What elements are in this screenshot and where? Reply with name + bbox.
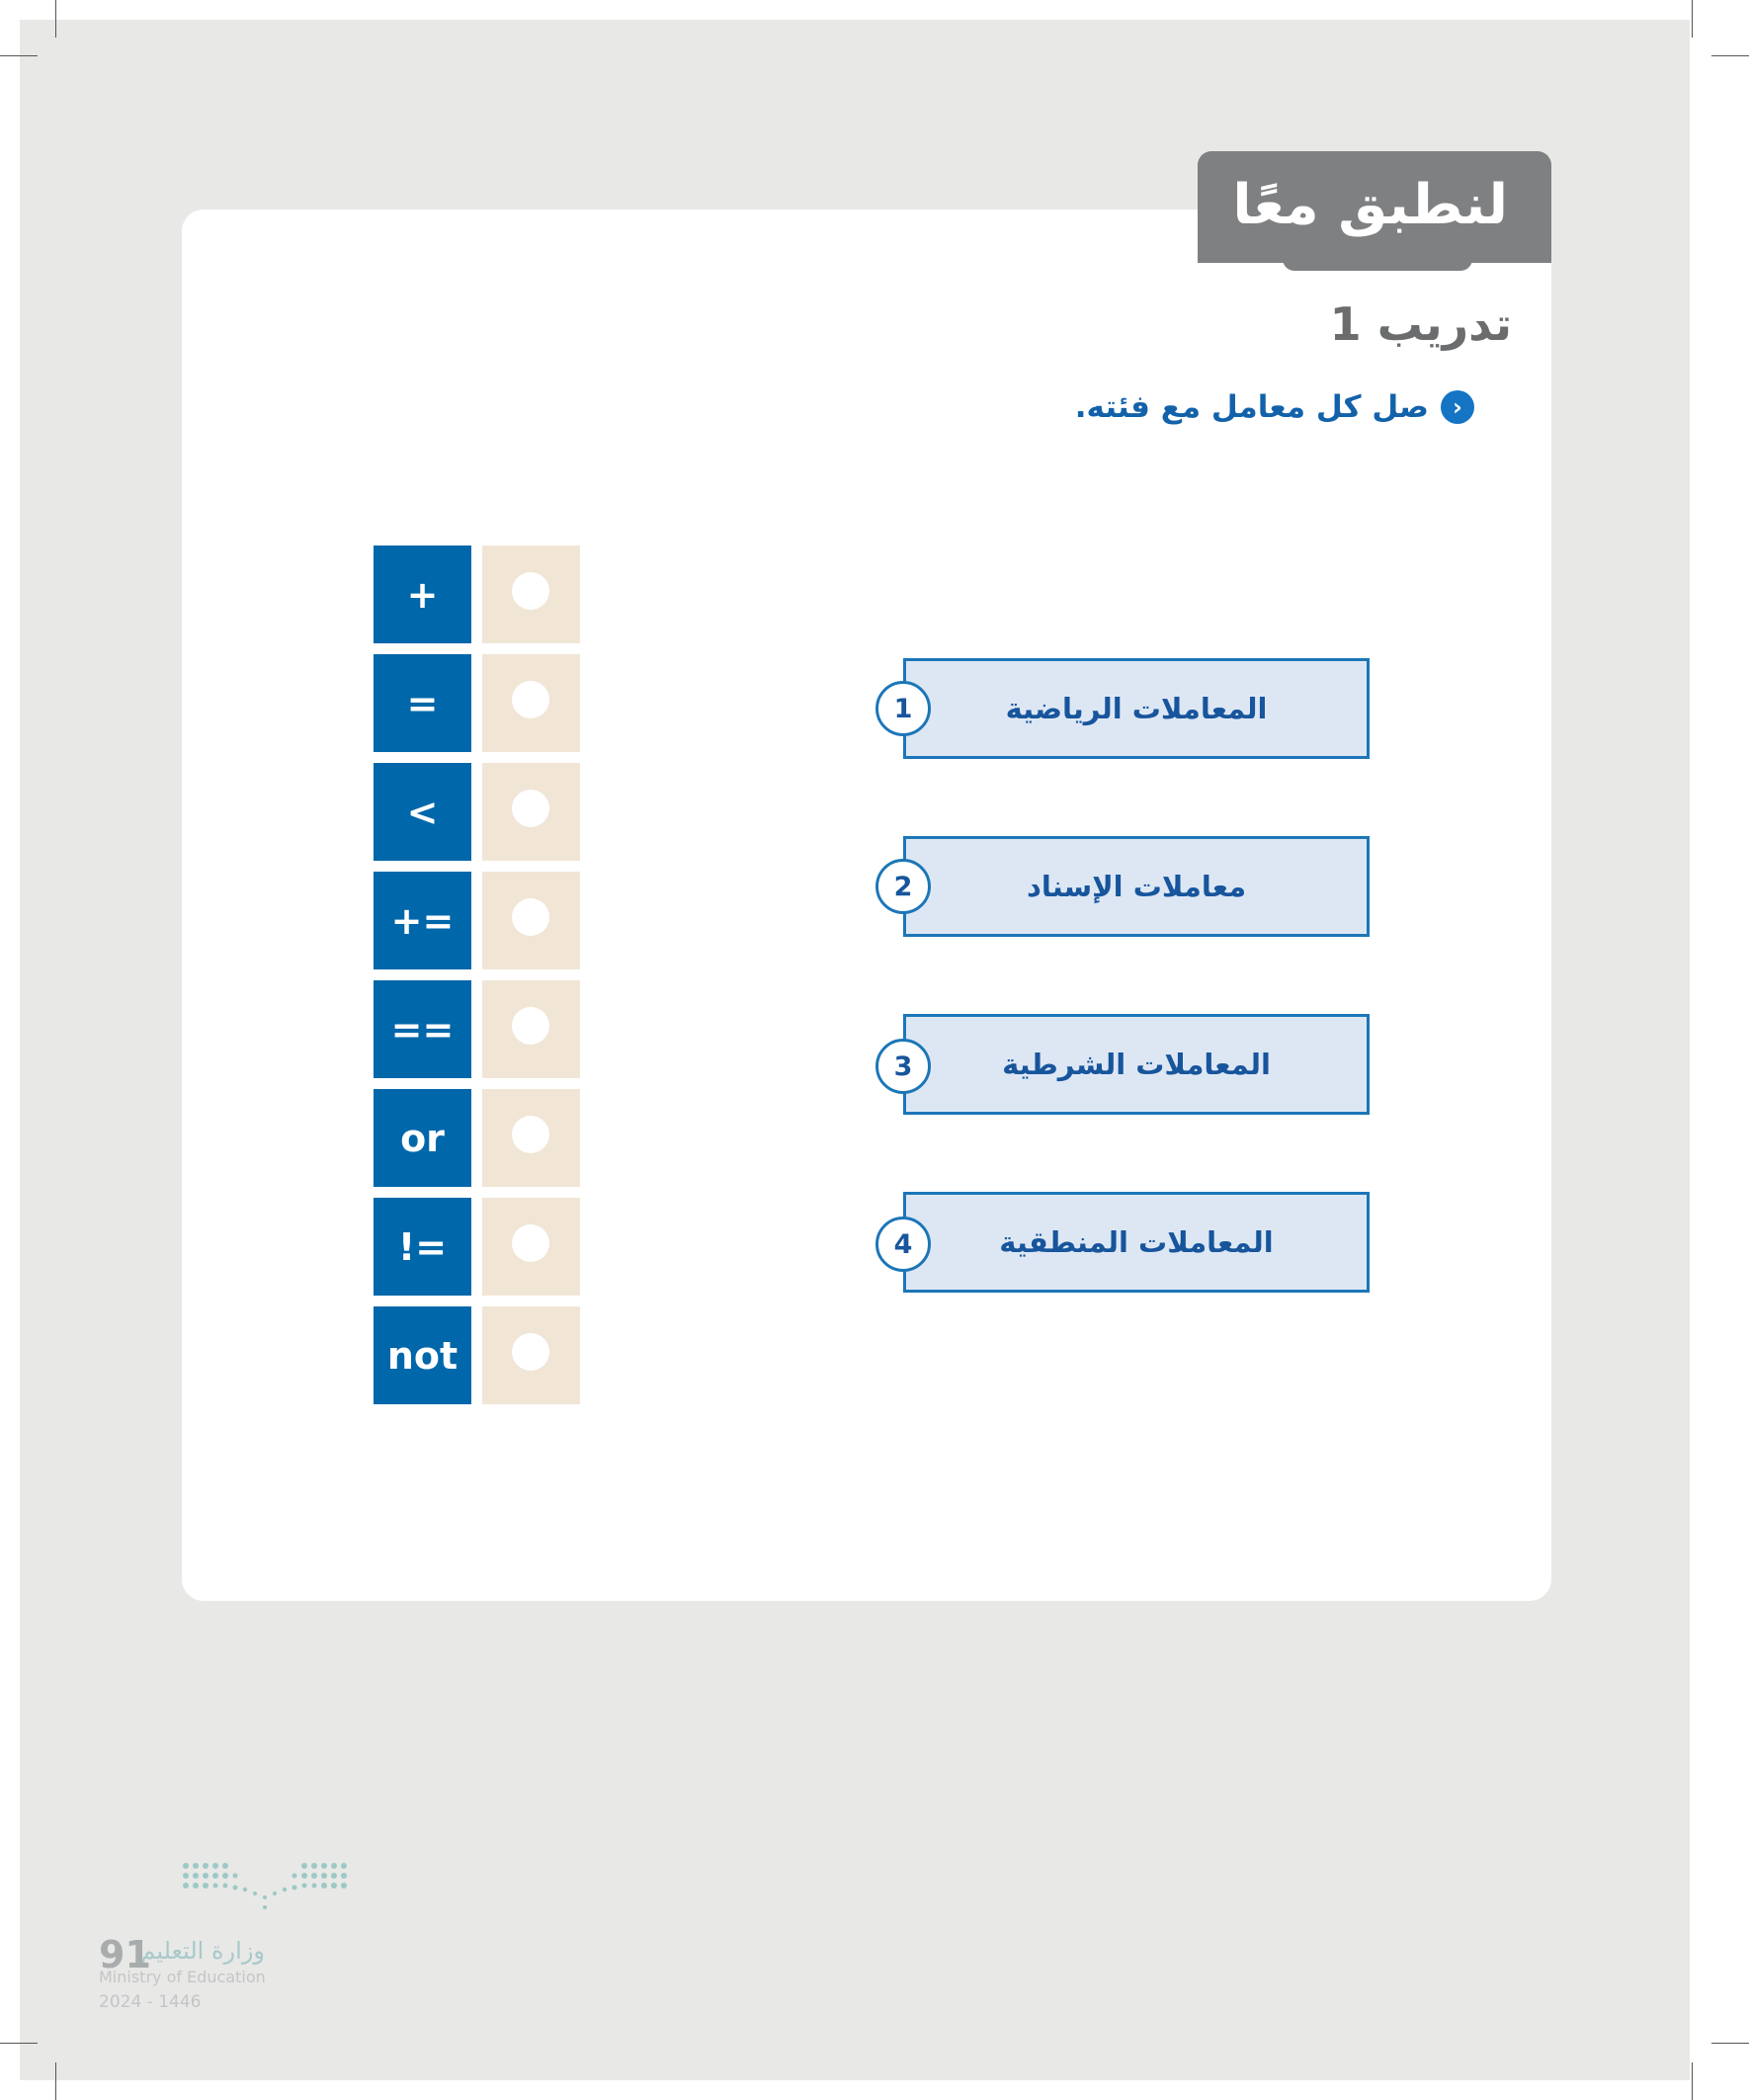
operator-cell: < [374, 763, 471, 861]
connector-dot[interactable] [512, 572, 549, 610]
operator-cell: = [374, 654, 471, 752]
operator-cell: + [374, 546, 471, 643]
exercise-title: تدريب 1 [1329, 297, 1512, 351]
instruction-text: صل كل معامل مع فئته. [1074, 389, 1429, 425]
category-label: المعاملات الشرطية [1002, 1048, 1271, 1081]
category-number: 2 [875, 859, 931, 914]
connector-dot[interactable] [512, 1007, 549, 1045]
crop-mark [55, 0, 56, 38]
connector-dot[interactable] [512, 790, 549, 827]
crop-mark [0, 55, 38, 56]
category-number: 3 [875, 1039, 931, 1094]
category-number: 1 [875, 681, 931, 736]
category-label: المعاملات الرياضية [1005, 692, 1268, 725]
section-header [1198, 151, 1551, 263]
connector-cell[interactable] [482, 1306, 580, 1404]
crop-mark [1692, 2062, 1693, 2100]
connector-cell[interactable] [482, 1089, 580, 1187]
operator-cell: == [374, 980, 471, 1078]
connector-dot[interactable] [512, 1333, 549, 1371]
crop-mark [1711, 2043, 1749, 2044]
connector-cell[interactable] [482, 1198, 580, 1296]
category-box[interactable] [903, 1192, 1370, 1293]
operator-cell: not [374, 1306, 471, 1404]
category-label: معاملات الإسناد [1026, 870, 1247, 903]
crop-mark [0, 2043, 38, 2044]
ministry-name-english: Ministry of Education [99, 1968, 266, 1986]
operator-cell: += [374, 872, 471, 969]
connector-dot[interactable] [512, 1224, 549, 1262]
section-header-foot [1283, 259, 1472, 271]
crop-mark [1692, 0, 1693, 38]
crop-mark [1711, 55, 1749, 56]
crop-mark [55, 2062, 56, 2100]
connector-dot[interactable] [512, 1116, 549, 1153]
connector-cell[interactable] [482, 654, 580, 752]
connector-cell[interactable] [482, 872, 580, 969]
connector-dot[interactable] [512, 898, 549, 936]
chevron-left-icon: ‹ [1441, 390, 1474, 424]
page-number: 91 [99, 1933, 151, 1976]
connector-cell[interactable] [482, 763, 580, 861]
ministry-logo-icon [180, 1860, 350, 1913]
category-box[interactable] [903, 658, 1370, 759]
edition-year: 2024 - 1446 [99, 1992, 202, 2012]
category-box[interactable] [903, 836, 1370, 937]
category-number: 4 [875, 1217, 931, 1272]
connector-cell[interactable] [482, 980, 580, 1078]
connector-dot[interactable] [512, 681, 549, 718]
instruction [1075, 385, 1474, 429]
operator-cell: != [374, 1198, 471, 1296]
category-label: المعاملات المنطقية [999, 1225, 1274, 1259]
category-box[interactable] [903, 1014, 1370, 1115]
operator-cell: or [374, 1089, 471, 1187]
ministry-name-arabic: وزارة التعليم [140, 1937, 265, 1965]
connector-cell[interactable] [482, 546, 580, 643]
section-title: لنطبق معًا [1232, 173, 1508, 237]
